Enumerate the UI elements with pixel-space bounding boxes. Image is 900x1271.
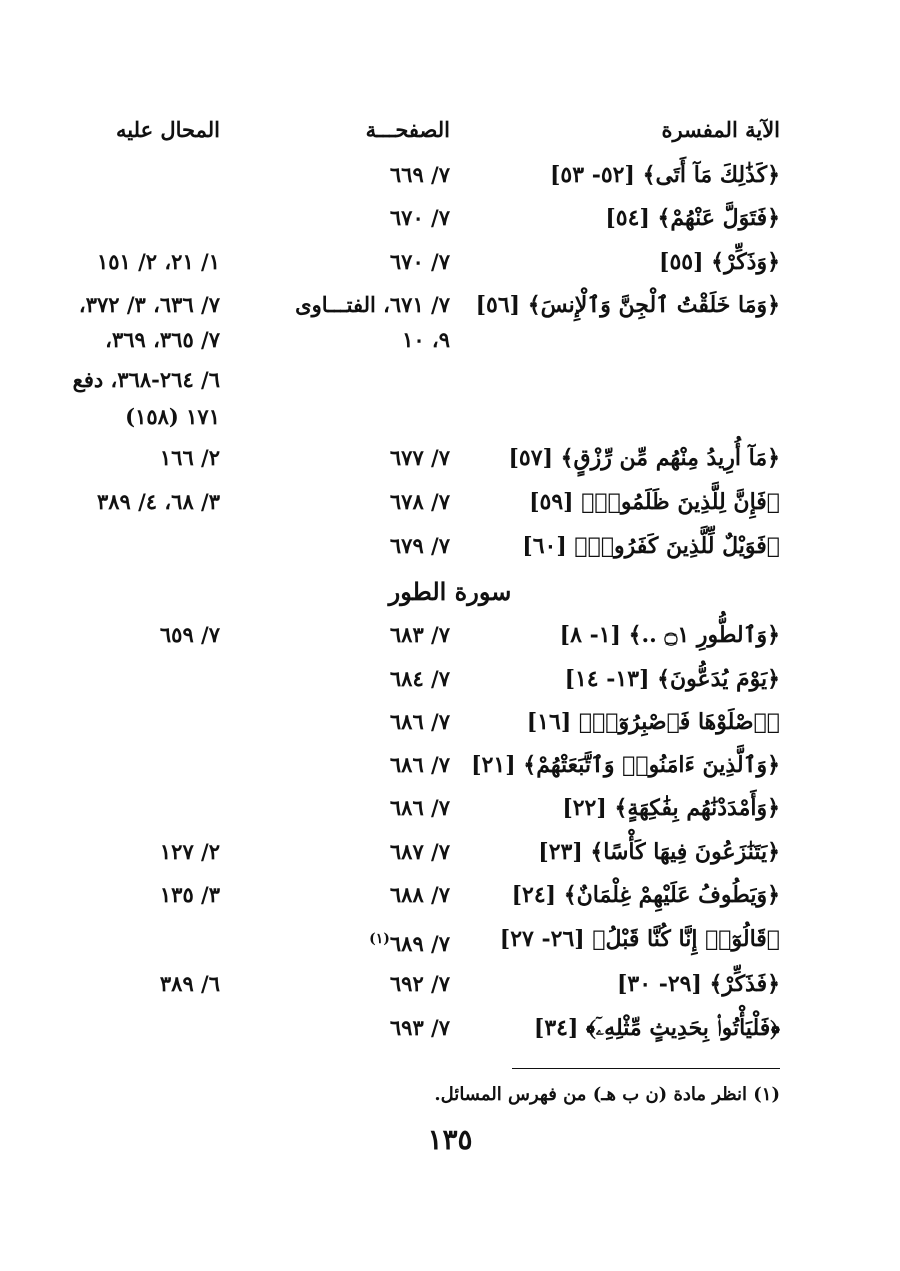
ref-cell: ٦/ ٢٦٤-٣٦٨، دفع	[72, 367, 220, 392]
verse-cell: ﴿يَتَنَٰزَعُونَ فِيهَا كَأْسًا﴾ [٢٣]	[538, 839, 780, 865]
page-cell: ٧/ ٦٩٢	[389, 971, 450, 996]
page-cell: ٧/ ٦٨٦	[389, 709, 450, 734]
page-cell: ٧/ ٦٨٧	[389, 839, 450, 864]
table-row	[0, 788, 900, 828]
page-cell: ٧/ ٦٨٦	[389, 795, 450, 820]
ref-cell: ٧/ ٦٥٩	[159, 622, 220, 647]
verse-cell: ﴿فَلْيَأْتُوا۟ بِحَدِيثٍ مِّثْلِهِۦٓ﴾ [٣٤]	[533, 1015, 780, 1041]
table-row	[0, 155, 900, 195]
table-row	[0, 875, 900, 915]
table-row	[0, 438, 900, 478]
page-cell: ٧/ ٦٧٠	[389, 249, 450, 274]
verse-cell: ﴿فَإِنَّ لِلَّذِينَ ظَلَمُوا۟﴾ [٥٩]	[529, 489, 780, 515]
page-cell: ٧/ ٦٨٣	[389, 622, 450, 647]
ref-cell: ٧/ ٦٣٦، ٣/ ٣٧٢،	[78, 292, 220, 317]
surah-heading: سورة الطور	[388, 577, 512, 606]
page-cell: ٧/ ٦٧٩	[389, 533, 450, 558]
table-row	[0, 397, 900, 437]
table-row	[0, 615, 900, 655]
table-row	[0, 482, 900, 522]
header-verse: الآية المفسرة	[661, 117, 780, 142]
page-cell: ٧/ ٦٩٣	[389, 1015, 450, 1040]
page-value: ٧/ ٦٨٩	[389, 931, 450, 956]
table-row	[0, 198, 900, 238]
table-row	[0, 360, 900, 400]
ref-cell: ٦/ ٣٨٩	[159, 971, 220, 996]
page-number: ١٣٥	[427, 1123, 473, 1156]
page-cell: ٧/ ٦٦٩	[389, 162, 450, 187]
table-row	[0, 745, 900, 785]
table-row	[0, 1008, 900, 1048]
page-cell: ٧/ ٦٨٨	[389, 882, 450, 907]
table-row	[0, 526, 900, 566]
ref-cell: ١/ ٢١، ٢/ ١٥١	[96, 249, 220, 274]
verse-cell: ﴿كَذَٰلِكَ مَآ أَتَى﴾ [٥٢- ٥٣]	[550, 162, 780, 188]
verse-cell: ﴿مَآ أُرِيدُ مِنْهُم مِّن رِّزْقٍ﴾ [٥٧]	[508, 445, 780, 471]
verse-cell: ﴿فَتَوَلَّ عَنْهُمْ﴾ [٥٤]	[605, 205, 780, 231]
table-row	[0, 832, 900, 872]
verse-cell: ﴿فَذَكِّرْ﴾ [٢٩- ٣٠]	[616, 971, 780, 997]
verse-cell: ﴿قَالُوٓا۟ إِنَّا كُنَّا قَبْلُ﴾ [٢٦- ٢٧]	[499, 926, 780, 952]
page-cell: ٧/ ٦٧٠	[389, 205, 450, 230]
page-cell: ٧/ ٦٧٨	[389, 489, 450, 514]
table-row	[0, 964, 900, 1004]
ref-cell: ١٧١ (١٥٨)	[125, 404, 220, 429]
header-ref: المحال عليه	[116, 117, 220, 142]
footnote-marker: (١)	[369, 931, 390, 947]
verse-cell: ﴿وَمَا خَلَقْتُ ٱلْجِنَّ وَٱلْإِنسَ﴾ [٥٦]	[475, 292, 780, 318]
footnote-divider	[512, 1068, 780, 1069]
footnote: (١) انظر مادة (ن ب هـ) من فهرس المسائل.	[434, 1084, 780, 1105]
verse-cell: ﴿يَوْمَ يُدَعُّونَ﴾ [١٣- ١٤]	[564, 666, 780, 692]
verse-cell: ﴿وَأَمْدَدْنَٰهُم بِفَٰكِهَةٍ﴾ [٢٢]	[562, 795, 780, 821]
page-cell	[369, 919, 450, 959]
table-row	[0, 285, 900, 325]
verse-cell: ﴿وَٱلطُّورِ ۝١ ..﴾ [١- ٨]	[559, 622, 780, 648]
ref-cell: ٢/ ١٦٦	[159, 445, 220, 470]
table-row	[0, 242, 900, 282]
table-row	[0, 702, 900, 742]
page-cell: ٧/ ٦٨٦	[389, 752, 450, 777]
ref-cell: ٢/ ١٢٧	[159, 839, 220, 864]
page-cell: ٧/ ٦٧٧	[389, 445, 450, 470]
verse-cell: ﴿وَذَكِّرْ﴾ [٥٥]	[659, 249, 780, 275]
table-row	[0, 320, 900, 360]
ref-cell: ٧/ ٣٦٥، ٣٦٩،	[105, 327, 220, 352]
verse-cell: ﴿فَوَيْلٌ لِّلَّذِينَ كَفَرُوا۟﴾ [٦٠]	[522, 533, 780, 559]
header-page: الصفحـــة	[365, 117, 450, 142]
verse-cell: ﴿وَيَطُوفُ عَلَيْهِمْ غِلْمَانٌ﴾ [٢٤]	[511, 882, 780, 908]
table-row	[0, 659, 900, 699]
page-cell: ٧/ ٦٨٤	[389, 666, 450, 691]
table-header	[0, 110, 900, 150]
page-cell: ٩، ١٠	[402, 327, 450, 352]
verse-cell: ﴿وَٱلَّذِينَ ءَامَنُوا۟ وَٱتَّبَعَتْهُمْ﴾ [٢١]	[471, 752, 780, 778]
ref-cell: ٣/ ٦٨، ٤/ ٣٨٩	[96, 489, 220, 514]
table-row	[0, 919, 900, 959]
ref-cell: ٣/ ١٣٥	[159, 882, 220, 907]
verse-cell: ﴿ٱصْلَوْهَا فَٱصْبِرُوٓا۟﴾ [١٦]	[526, 709, 780, 735]
page-cell: ٧/ ٦٧١، الفتـــاوى	[295, 292, 450, 317]
